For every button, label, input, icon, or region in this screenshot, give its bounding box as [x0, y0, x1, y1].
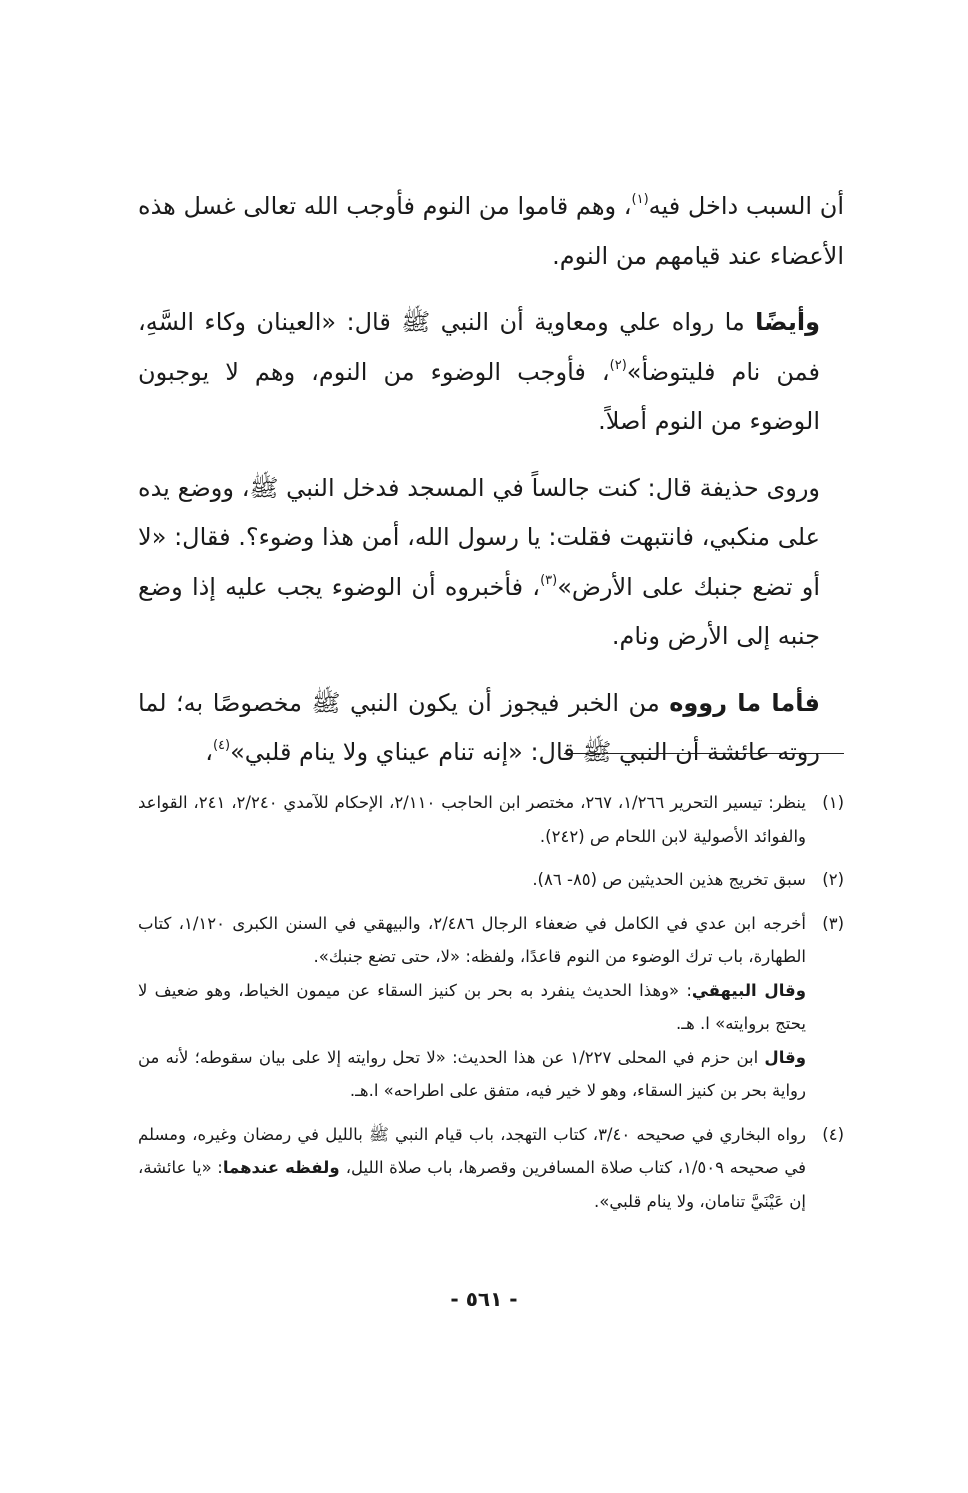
footnote-3-lead-3: وقال [764, 1047, 806, 1067]
footnote-ref-1[interactable]: (١) [631, 192, 649, 207]
footnote-text: سبق تخريج هذين الحديثين ص (٨٥- ٨٦). [532, 870, 806, 889]
footnote-number: (١) [822, 793, 844, 812]
paragraph-1-text-b: ، وهم قاموا من النوم فأوجب الله تعالى غسل هذه الأعضاء عند قيامهم من النوم. [138, 192, 844, 270]
footnote-ref-4[interactable]: (٤) [212, 738, 231, 753]
footnote-1 [138, 786, 844, 853]
footnote-3-paragraph-3 [138, 1041, 806, 1108]
footnote-4-lead: ولفظه عندهما [222, 1158, 346, 1177]
paragraph-3-text-a: وروى حذيفة قال: كنت جالساً في المسجد فدخل النبي ﷺ، ووضع يده على منكبي، فانتبهت فقلت: يا رسول الله، أمن هذا وضوء؟. فقال: «لا أو تضع جنبك على الأرض» [138, 473, 821, 601]
footnote-2 [138, 863, 844, 897]
footnotes [138, 786, 844, 1228]
footnote-divider [564, 753, 844, 754]
paragraph-3 [138, 464, 844, 662]
paragraph-4-lead: فأما ما رووه [669, 688, 821, 717]
footnote-ref-3[interactable]: (٣) [540, 572, 558, 588]
paragraph-2 [138, 298, 844, 447]
footnote-text: رواه البخاري في صحيحه ٣/٤٠، كتاب التهجد، باب قيام النبي ﷺ بالليل في رمضان وغيره، ومسلم في صحيحه ١/٥٠٩، كتاب صلاة المسافرين وقصرها، باب صلاة الليل، [138, 1124, 806, 1177]
paragraph-2-text-b: ، فأوجب الوضوء من النوم، وهم لا يوجبون الوضوء من النوم أصلاً. [138, 357, 820, 435]
paragraph-1-text-a: أن السبب داخل فيه [648, 192, 845, 220]
footnote-text: ينظر: تيسير التحرير ١/٢٦٦، ٢٦٧، مختصر ابن الحاجب ٢/١١٠، الإحكام للآمدي ٢/٢٤٠، ٢٤١، القواعد والفوائد الأصولية لابن اللحام ص (٢٤٢). [138, 793, 806, 846]
paragraph-4-text-a: من الخبر فيجوز أن يكون النبي ﷺ مخصوصًا به؛ لما روته عائشة أن النبي ﷺ قال: «إنه تنام عيناي ولا ينام قلبي» [138, 688, 820, 766]
footnote-body [138, 907, 806, 1108]
footnote-3-text-3: ابن حزم في المحلى ١/٢٢٧ عن هذا الحديث: «لا تحل روايته إلا على بيان سقوطه؛ لأنه من رواية بحر بن كنيز السقاء، وهو لا خير فيه، متفق على اطراحه» ا.هـ. [138, 1047, 806, 1100]
footnote-3 [138, 907, 844, 1108]
footnote-3-paragraph-2 [138, 974, 806, 1041]
footnote-4-tail: : «يا عائشة، إن عَيْنَيَّ تنامان، ولا ينام قلبي». [138, 1158, 806, 1211]
footnote-4 [138, 1118, 844, 1219]
footnote-number: (٤) [822, 1124, 844, 1144]
footnote-4-paragraph [138, 1118, 806, 1219]
footnote-body [138, 786, 806, 853]
paragraph-4-text-b: ، [205, 738, 213, 766]
footnote-body [138, 863, 806, 897]
footnote-3-text-2: : «وهذا الحديث ينفرد به بحر بن كنيز السقاء عن ميمون الخياط، وهو ضعيف لا يحتج بروايته» ا. هـ. [138, 980, 806, 1033]
footnote-text: أخرجه ابن عدي في الكامل في ضعفاء الرجال ٢/٤٨٦، والبيهقي في السنن الكبرى ١/١٢٠، كتاب الطهارة، باب ترك الوضوء من النوم قاعدًا، ولفظه: «لا، حتى تضع جنبك». [138, 913, 807, 966]
paragraph-3-text-b: ، فأخبروه أن الوضوء يجب عليه إذا وضع جنبه إلى الأرض ونام. [138, 572, 820, 650]
paragraph-4 [138, 679, 844, 778]
footnote-body [138, 1118, 806, 1219]
paragraph-2-text-a: ما رواه علي ومعاوية أن النبي ﷺ قال: «العينان وكاء السَّهِ، فمن نام فليتوضأ» [138, 308, 820, 386]
paragraph-2-lead: وأيضًا [755, 308, 820, 336]
footnote-number: (٢) [822, 870, 844, 889]
footnote-number: (٣) [822, 913, 844, 933]
footnote-3-lead-2: وقال البيهقي [691, 980, 806, 1000]
main-text [138, 182, 844, 795]
paragraph-1 [138, 182, 844, 281]
page-number: - ٥٦١ - [450, 1287, 518, 1311]
footnote-ref-2[interactable]: (٢) [609, 357, 627, 373]
